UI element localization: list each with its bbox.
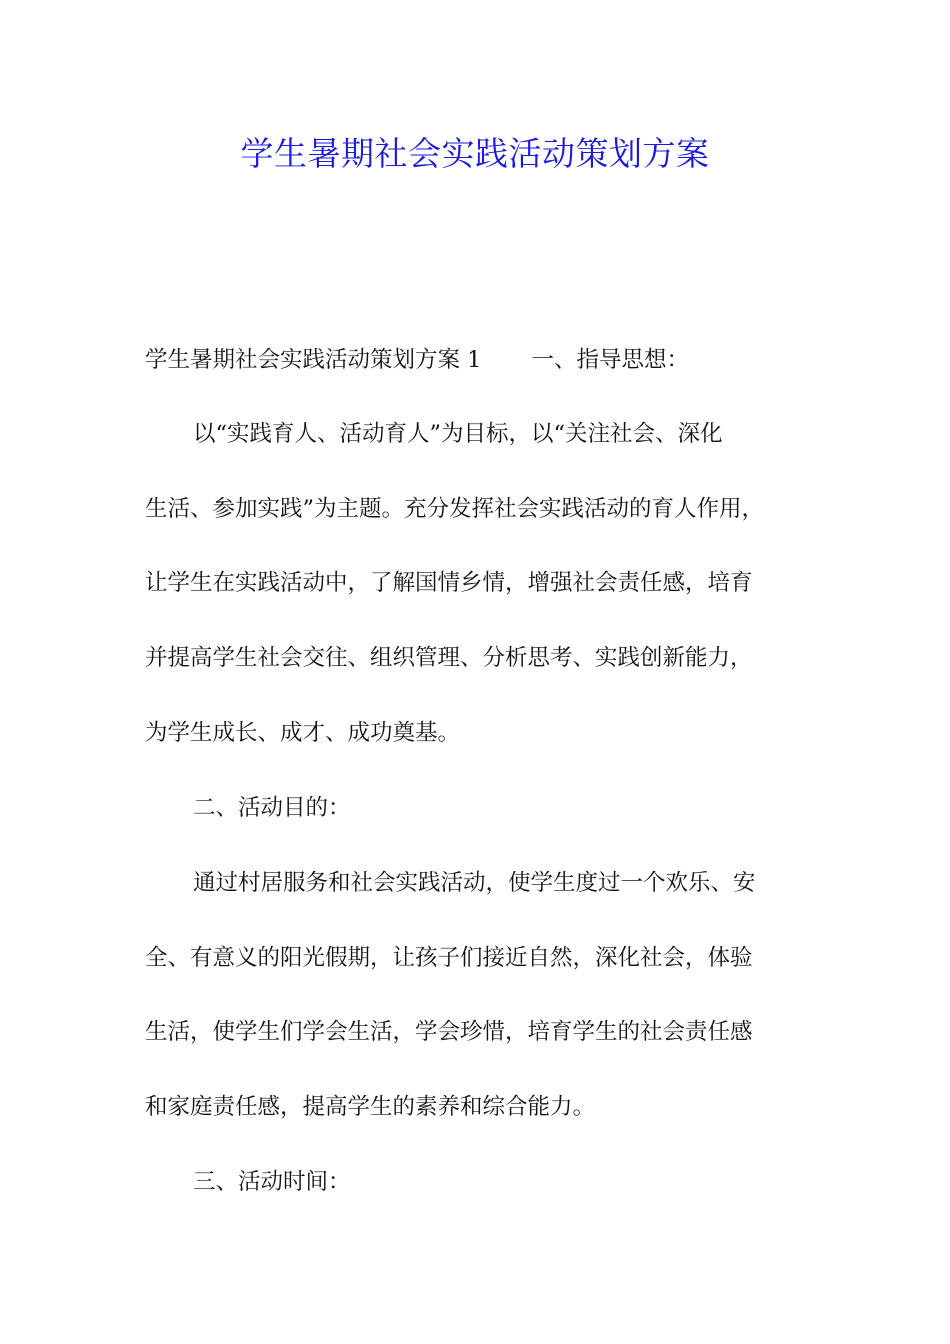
- body-line-11: 和家庭责任感，提高学生的素养和综合能力。: [145, 1094, 596, 1120]
- section-heading-time: 三、活动时间：: [193, 1169, 351, 1195]
- section-heading-guiding-thought: 一、指导思想：: [531, 347, 689, 373]
- body-line-9: 全、有意义的阳光假期，让孩子们接近自然，深化社会，体验: [145, 945, 753, 971]
- body-line-5: 并提高学生社会交往、组织管理、分析思考、实践创新能力，: [145, 645, 753, 671]
- body-line-2: 以“实践育人、活动育人”为目标，以“关注社会、深化: [193, 421, 723, 447]
- section-heading-purpose: 二、活动目的：: [193, 795, 351, 821]
- body-line-8: 通过村居服务和社会实践活动，使学生度过一个欢乐、安: [193, 870, 756, 896]
- body-line-10: 生活，使学生们学会生活，学会珍惜，培育学生的社会责任感: [145, 1019, 753, 1045]
- body-line-4: 让学生在实践活动中，了解国情乡情，增强社会责任感，培育: [145, 570, 753, 596]
- body-line-1: [145, 342, 689, 378]
- body-line-3: 生活、参加实践”为主题。充分发挥社会实践活动的育人作用，: [145, 496, 765, 522]
- document-title: 学生暑期社会实践活动策划方案: [240, 134, 710, 173]
- body-line-6: 为学生成长、成才、成功奠基。: [145, 720, 461, 746]
- section-heading-intro: 学生暑期社会实践活动策划方案 1: [145, 347, 482, 373]
